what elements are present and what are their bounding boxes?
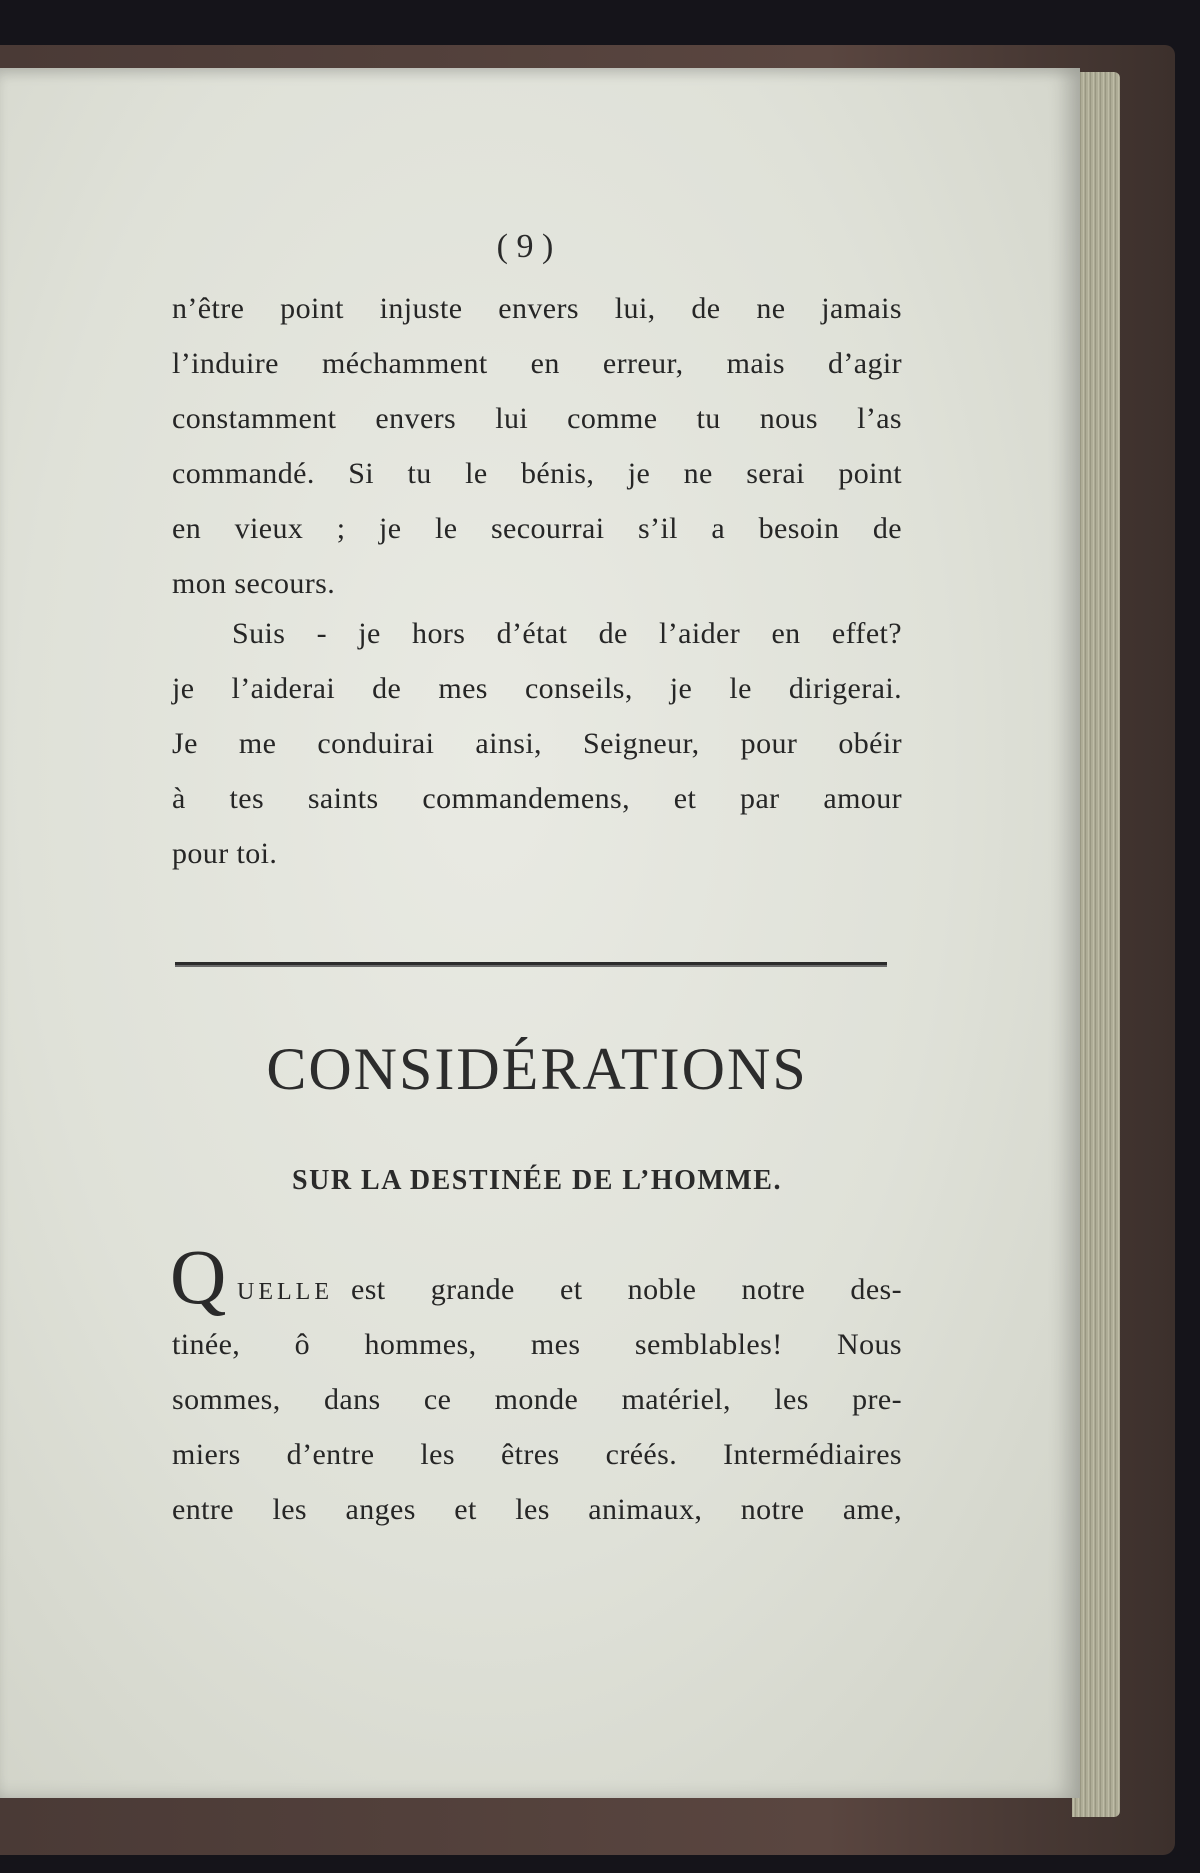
text-line: constamment envers lui comme tu nous l’as [172,402,902,435]
text-line: je l’aiderai de mes conseils, je le dirigerai. [172,672,902,705]
drop-cap: Q [170,1233,227,1320]
text-line: en vieux ; je le secourrai s’il a besoin de [172,512,902,545]
text-line: Suis - je hors d’état de l’aider en effet? [232,617,902,650]
text-line: Je me conduirai ainsi, Seigneur, pour obéir [172,727,902,760]
text-line: mon secours. [172,567,336,600]
text-line: tinée, ô hommes, mes semblables! Nous [172,1328,902,1361]
section-separator [175,962,887,965]
page-number: ( 9 ) [496,228,554,265]
text-line: entre les anges et les animaux, notre ame, [172,1493,902,1526]
text-line: à tes saints commandemens, et par amour [172,782,902,815]
text-line: n’être point injuste envers lui, de ne jamais [172,292,902,325]
text-line: pour toi. [172,837,278,870]
text-line: miers d’entre les êtres créés. Intermédiaires [172,1438,902,1471]
text-line: commandé. Si tu le bénis, je ne serai point [172,457,902,490]
section-title: CONSIDÉRATIONS [266,1036,808,1102]
first-word: UELLE [237,1279,333,1305]
text-line-rest: est grande et noble notre des- [350,1273,902,1306]
paragraph-1 [172,281,902,611]
text-line [172,1262,902,1317]
paragraph-2 [172,606,902,881]
text-line: l’induire méchamment en erreur, mais d’agir [172,347,902,380]
paragraph-3 [172,1262,902,1537]
section-subtitle: SUR LA DESTINÉE DE L’HOMME. [292,1165,782,1196]
text-line: sommes, dans ce monde matériel, les pre- [172,1383,902,1416]
